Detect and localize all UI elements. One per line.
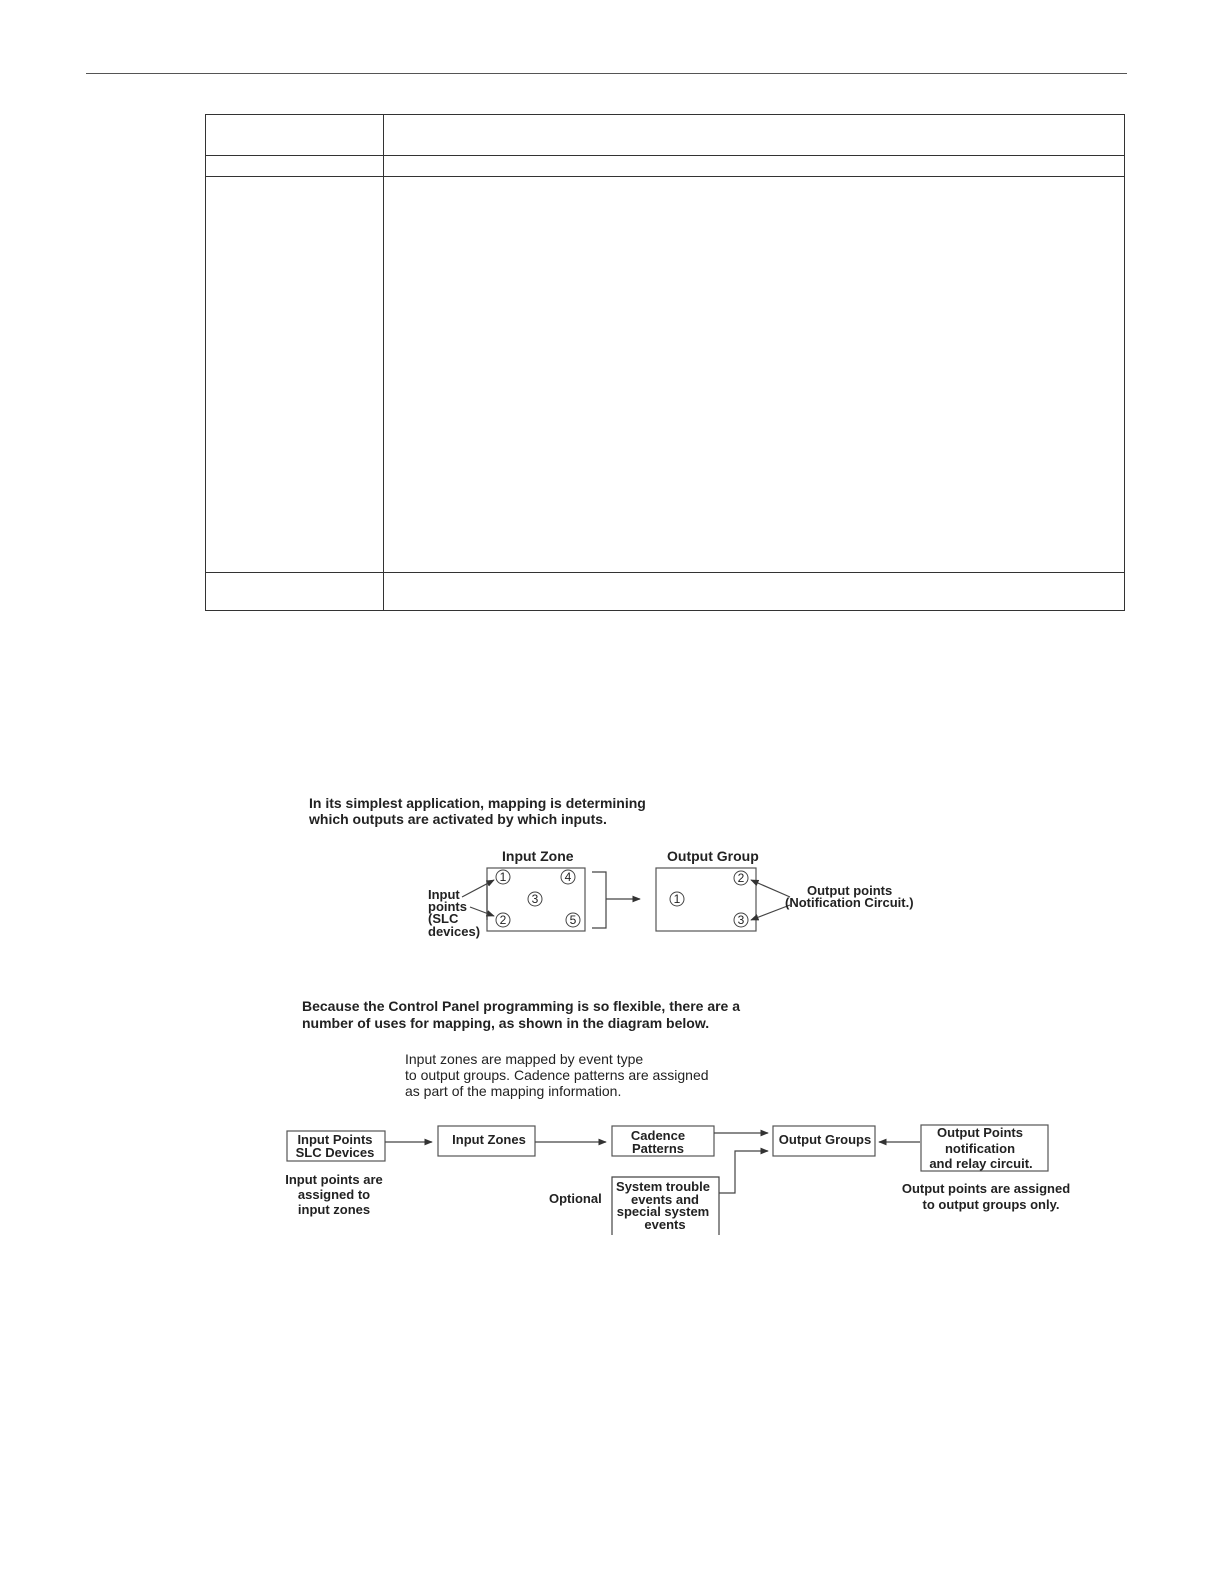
svg-text:2: 2 (499, 913, 507, 927)
svg-text:2: 2 (737, 871, 745, 885)
input-zone-number (496, 913, 510, 927)
diagram2-note-line1: Input zones are mapped by event type (405, 1051, 644, 1067)
input-zone-number (528, 892, 542, 906)
output-points-box-line: Output Points (937, 1125, 1023, 1140)
output-group-label: Output Group (667, 848, 759, 864)
output-group-number (734, 913, 748, 927)
cadence-box-line: Cadence (630, 1128, 686, 1143)
diagram1-intro-line2: which outputs are activated by which inputs. (309, 811, 607, 827)
input-points-label: devices) (428, 924, 481, 939)
input-points-label: Input (428, 887, 460, 902)
output-points-sub: (Notification Circuit.) (785, 895, 914, 910)
mapping-uses-diagram (285, 998, 1070, 1235)
output-points-box-line: notification (944, 1141, 1016, 1156)
optional-arrow (719, 1151, 768, 1193)
output-points-box-line: and relay circuit. (929, 1156, 1033, 1171)
output-group-number (670, 892, 684, 906)
cadence-box-line: Patterns (631, 1141, 685, 1156)
input-points-caption: Input points are (285, 1172, 383, 1187)
input-points-caption: input zones (297, 1202, 371, 1217)
zone-bracket (592, 872, 606, 928)
input-points-box-line: Input Points (297, 1132, 373, 1147)
svg-text:3: 3 (531, 892, 539, 906)
diagram2-intro-line2: number of uses for mapping, as shown in the diagram below. (302, 1015, 710, 1031)
input-points-label: (SLC (428, 911, 459, 926)
input-points-caption: assigned to (297, 1187, 371, 1202)
system-box-line: events and (631, 1192, 699, 1207)
svg-text:1: 1 (499, 870, 507, 884)
system-box-line: events (644, 1217, 686, 1232)
input-points-box-line: SLC Devices (295, 1145, 375, 1160)
input-points-label: points (428, 899, 467, 914)
output-points-caption: to output groups only. (922, 1197, 1060, 1212)
input-arrow (470, 907, 494, 916)
input-zone-number (496, 870, 510, 884)
svg-text:3: 3 (737, 913, 745, 927)
output-points-caption: Output points are assigned (901, 1181, 1071, 1196)
output-points-label: Output points (807, 883, 893, 898)
input-zones-box-label: Input Zones (452, 1132, 526, 1147)
system-box-line: special system (616, 1204, 710, 1219)
input-arrow (462, 880, 494, 897)
input-zone-number (566, 913, 580, 927)
output-groups-box-label: Output Groups (778, 1132, 872, 1147)
svg-text:4: 4 (564, 870, 572, 884)
diagram2-note-line2: to output groups. Cadence patterns are assigned (405, 1067, 709, 1083)
system-box-line: System trouble (616, 1179, 710, 1194)
optional-label: Optional (549, 1191, 602, 1206)
svg-text:5: 5 (569, 913, 577, 927)
input-zone-number (561, 870, 575, 884)
input-zone-label: Input Zone (502, 848, 574, 864)
simple-mapping-diagram (308, 795, 914, 939)
diagram2-intro-line1: Because the Control Panel programming is so flexible, there are a (302, 998, 741, 1014)
diagram2-note-line3: as part of the mapping information. (405, 1083, 622, 1099)
diagram1-intro-line1: In its simplest application, mapping is determining (309, 795, 646, 811)
output-group-number (734, 871, 748, 885)
svg-text:1: 1 (673, 892, 681, 906)
